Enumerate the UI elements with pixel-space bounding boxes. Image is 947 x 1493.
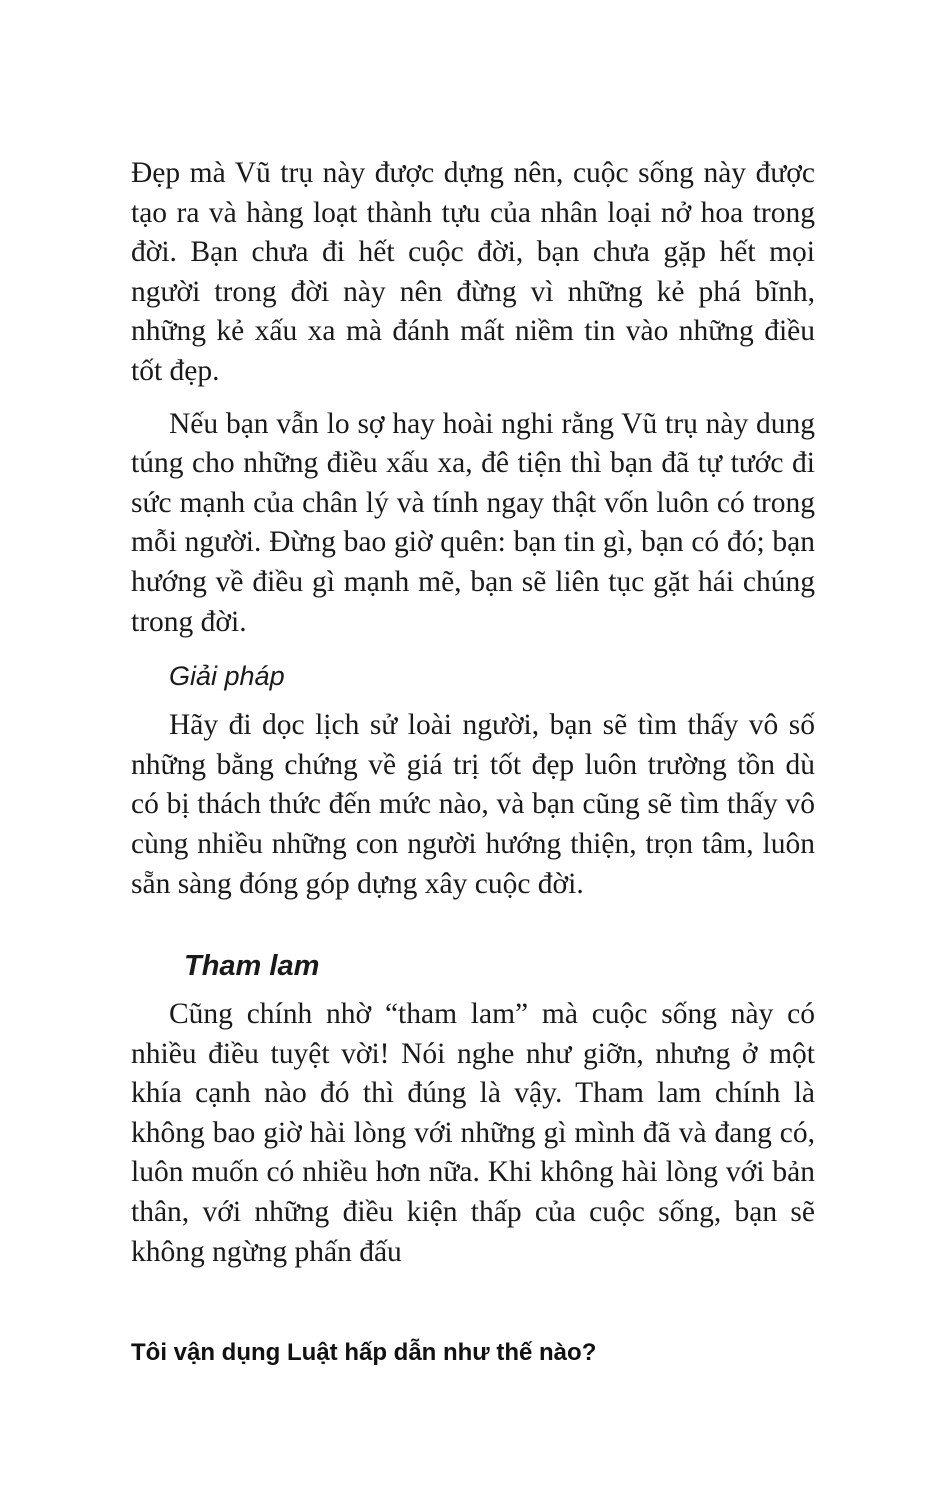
paragraph-2: Nếu bạn vẫn lo sợ hay hoài nghi rằng Vũ trụ này dung túng cho những điều xấu xa, đê tiện thì bạn đã tự tước đi sức mạnh của chân lý và tính ngay thật vốn luôn có trong mỗi người. Đừng bao giờ quên: bạn tin gì, bạn có đó; bạn hướng về điều gì mạnh mẽ, bạn sẽ liên tục gặt hái chúng trong đời. xyxy=(131,407,815,638)
paragraph-1: Đẹp mà Vũ trụ này được dựng nên, cuộc sống này được tạo ra và hàng loạt thành tựu của nhân loại nở hoa trong đời. Bạn chưa đi hết cuộc đời, bạn chưa gặp hết mọi người trong đời này nên đừng vì những kẻ phá bĩnh, những kẻ xấu xa mà đánh mất niềm tin vào những điều tốt đẹp. xyxy=(131,157,815,387)
paragraph-4: Cũng chính nhờ “tham lam” mà cuộc sống này có nhiều điều tuyệt vời! Nói nghe như giỡn, nhưng ở một khía cạnh nào đó thì đúng là vậy. Tham lam chính là không bao giờ hài lòng với những gì mình đã và đang có, luôn muốn có nhiều hơn nữa. Khi không hài lòng với bản thân, với những điều kiện thấp của cuộc sống, bạn sẽ không ngừng phấn đấu xyxy=(131,998,815,1268)
page-body xyxy=(131,154,815,1272)
running-footer-book-title: Tôi vận dụng Luật hấp dẫn như thế nào? xyxy=(131,1339,597,1366)
paragraph-3: Hãy đi dọc lịch sử loài người, bạn sẽ tìm thấy vô số những bằng chứng về giá trị tốt đẹp luôn trường tồn dù có bị thách thức đến mức nào, và bạn cũng sẽ tìm thấy vô cùng nhiều những con người hướng thiện, trọn tâm, luôn sẵn sàng đóng góp dựng xây cuộc đời. xyxy=(131,709,815,900)
heading-solution: Giải pháp xyxy=(169,661,285,692)
heading-greed: Tham lam xyxy=(184,950,320,983)
